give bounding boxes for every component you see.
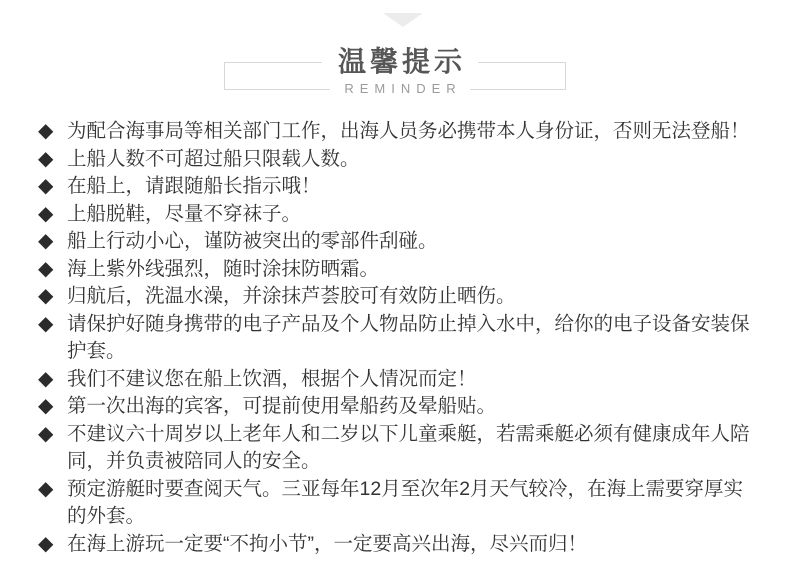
list-item	[38, 173, 768, 201]
list-item	[38, 393, 768, 421]
list-item	[38, 228, 768, 256]
list-item-text: 为配合海事局等相关部门工作，出海人员务必携带本人身份证，否则无法登船！	[67, 120, 750, 142]
diamond-bullet-icon: ◆	[38, 202, 54, 225]
list-item	[38, 283, 768, 311]
diamond-bullet-icon: ◆	[38, 395, 54, 417]
list-item	[38, 476, 768, 531]
list-item	[38, 531, 768, 559]
page-title: 温馨提示	[322, 45, 478, 79]
list-item	[38, 256, 768, 284]
list-item-text: 船上行动小心，谨防被突出的零部件刮碰。	[67, 230, 438, 252]
list-item-text: 上船脱鞋，尽量不穿袜子。	[67, 202, 302, 225]
subtitle-row	[0, 81, 800, 96]
diamond-bullet-icon: ◆	[38, 285, 54, 307]
list-item	[38, 366, 768, 394]
list-item	[38, 421, 768, 476]
diamond-bullet-icon: ◆	[38, 120, 54, 142]
diamond-bullet-icon: ◆	[38, 532, 54, 555]
title-row	[0, 45, 800, 84]
list-item	[38, 146, 768, 174]
list-item-text: 预定游艇时要查阅天气。三亚每年12月至次年2月天气较冷，在海上需要穿厚实的外套。	[67, 477, 744, 527]
diamond-bullet-icon: ◆	[38, 147, 54, 170]
list-item-text: 第一次出海的宾客，可提前使用晕船药及晕船贴。	[67, 395, 497, 417]
list-item-text: 请保护好随身携带的电子产品及个人物品防止掉入水中，给你的电子设备安装保护套。	[67, 312, 750, 362]
list-item-text: 海上紫外线强烈，随时涂抹防晒霜。	[67, 257, 380, 280]
page-subtitle: REMINDER	[330, 81, 469, 96]
diamond-bullet-icon: ◆	[38, 312, 54, 335]
reminder-list	[38, 118, 768, 558]
list-item-text: 在海上游玩一定要“不拘小节”，一定要高兴出海，尽兴而归！	[67, 532, 587, 555]
diamond-bullet-icon: ◆	[38, 175, 54, 197]
diamond-bullet-icon: ◆	[38, 422, 54, 445]
list-item-text: 我们不建议您在船上饮酒，根据个人情况而定！	[67, 367, 477, 390]
list-item	[38, 311, 768, 366]
down-triangle-icon	[383, 13, 423, 27]
list-item	[38, 118, 768, 146]
diamond-bullet-icon: ◆	[38, 257, 54, 280]
list-item-text: 不建议六十周岁以上老年人和二岁以下儿童乘艇，若需乘艇必须有健康成年人陪同，并负责被陪同人的安全。	[67, 422, 750, 472]
list-item-text: 在船上，请跟随船长指示哦！	[67, 175, 321, 197]
diamond-bullet-icon: ◆	[38, 477, 54, 500]
list-item-text: 上船人数不可超过船只限载人数。	[67, 147, 360, 170]
list-item-text: 归航后，洗温水澡，并涂抹芦荟胶可有效防止晒伤。	[67, 285, 516, 307]
list-item	[38, 201, 768, 229]
diamond-bullet-icon: ◆	[38, 367, 54, 390]
diamond-bullet-icon: ◆	[38, 230, 54, 252]
